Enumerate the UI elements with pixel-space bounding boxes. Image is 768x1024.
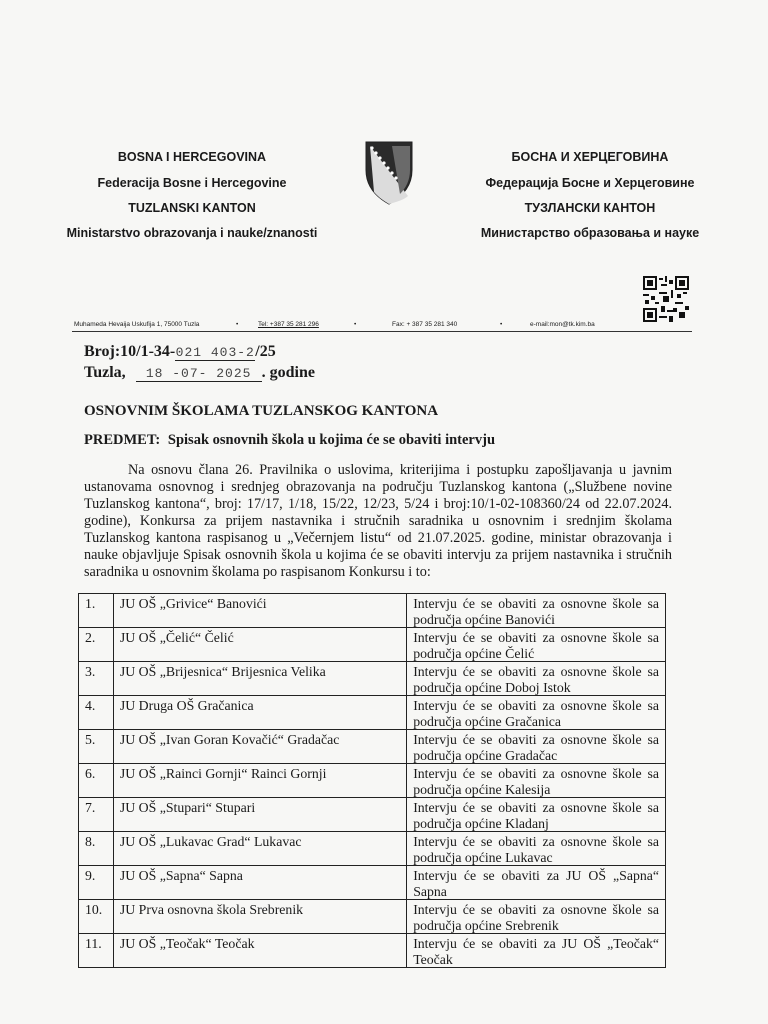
fax-text: Fax: + 387 35 281 340 (392, 321, 458, 328)
broj-suffix: /25 (255, 343, 276, 360)
row-number: 7. (79, 798, 114, 832)
recipient: OSNOVNIM ŠKOLAMA TUZLANSKOG KANTONA (84, 403, 439, 419)
header-right-line4: Министарство образовања и науке (480, 226, 700, 240)
table-row (79, 764, 666, 798)
row-number: 3. (79, 662, 114, 696)
email-text: e-mail:mon@tk.kim.ba (530, 321, 595, 328)
row-number: 4. (79, 696, 114, 730)
school-name: JU OŠ „Lukavac Grad“ Lukavac (113, 832, 406, 866)
row-number: 2. (79, 628, 114, 662)
school-name: JU OŠ „Stupari“ Stupari (113, 798, 406, 832)
separator-dot: • (500, 321, 503, 328)
school-name: JU Druga OŠ Gračanica (113, 696, 406, 730)
interview-note: Intervju će se obaviti za osnovne škole sa područja općine Doboj Istok (407, 662, 666, 696)
subject-label: PREDMET: (84, 432, 161, 448)
table-row (79, 730, 666, 764)
table-row (79, 832, 666, 866)
interview-note: Intervju će se obaviti za JU OŠ „Teočak“ Teočak (407, 934, 666, 968)
table-row (79, 696, 666, 730)
row-number: 11. (79, 934, 114, 968)
interview-note: Intervju će se obaviti za osnovne škole sa područja općine Srebrenik (407, 900, 666, 934)
interview-note: Intervju će se obaviti za JU OŠ „Sapna“ Sapna (407, 866, 666, 900)
interview-note: Intervju će se obaviti za osnovne škole sa područja općine Gradačac (407, 730, 666, 764)
table-row (79, 662, 666, 696)
row-number: 10. (79, 900, 114, 934)
row-number: 1. (79, 594, 114, 628)
school-name: JU Prva osnovna škola Srebrenik (113, 900, 406, 934)
header-right-line3: ТУЗЛАНСКИ КАНТОН (524, 201, 656, 215)
header-left-line4: Ministarstvo obrazovanja i nauke/znanosti (66, 226, 318, 240)
row-number: 8. (79, 832, 114, 866)
interview-note: Intervju će se obaviti za osnovne škole sa područja općine Čelić (407, 628, 666, 662)
date-stamp: 18 -07- 2025 (136, 366, 262, 382)
header-left-line1: BOSNA I HERCEGOVINA (117, 150, 267, 164)
school-name: JU OŠ „Sapna“ Sapna (113, 866, 406, 900)
tuzla-label: Tuzla, (84, 364, 126, 381)
school-name: JU OŠ „Teočak“ Teočak (113, 934, 406, 968)
header-right-line1: БОСНА И ХЕРЦЕГОВИНА (511, 150, 669, 164)
qr-code-icon (643, 276, 689, 322)
telephone-text: Tel: +387 35 281 296 (258, 321, 319, 328)
interview-note: Intervju će se obaviti za osnovne škole sa područja općine Banovići (407, 594, 666, 628)
table-row (79, 628, 666, 662)
subject-text: Spisak osnovnih škola u kojima će se obaviti intervju (167, 432, 496, 448)
date-line (84, 364, 315, 382)
subject-line (84, 432, 495, 449)
row-number: 6. (79, 764, 114, 798)
school-name: JU OŠ „Čelić“ Čelić (113, 628, 406, 662)
separator-dot: • (354, 321, 357, 328)
broj-handwritten: 021 403-2 (175, 345, 255, 360)
school-schedule-table (78, 593, 666, 968)
school-name: JU OŠ „Ivan Goran Kovačić“ Gradačac (113, 730, 406, 764)
school-name: JU OŠ „Grivice“ Banovići (113, 594, 406, 628)
table-row (79, 594, 666, 628)
godine-label: . godine (261, 364, 315, 381)
interview-note: Intervju će se obaviti za osnovne škole sa područja općine Gračanica (407, 696, 666, 730)
table-row (79, 900, 666, 934)
header-left-line2: Federacija Bosne i Hercegovine (97, 176, 287, 190)
row-number: 9. (79, 866, 114, 900)
table-row (79, 866, 666, 900)
header-right-line2: Федерација Босне и Херцеговине (485, 176, 695, 190)
header-divider (72, 331, 692, 332)
table-row (79, 798, 666, 832)
body-paragraph: Na osnovu člana 26. Pravilnika o uslovima, kriterijima i postupku zapošljavanja u javnim ustanovama osnovnog i srednjeg obrazovanja na području Tuzlanskog kantona („Službene novine Tuzlanskog kantona“, broj: 17/17, 1/18, 15/22, 12/23, 5/24 i broj:10/1-02-108360/24 od 22.07.2024. godine), Konkursa za prijem nastavnika i stručnih saradnika u osnovnim i srednjim školama Tuzlanskog kantona raspisanog u „Večernjem listu“ od 21.07.2025. godine, ministar obrazovanja i nauke objavljuje Spisak osnovnih škola u kojima će se obaviti intervju za prijem nastavnika i stručnih saradnika u osnovnim školama po raspisanom Konkursu i to: (84, 462, 672, 580)
coat-of-arms-icon (364, 140, 414, 206)
interview-note: Intervju će se obaviti za osnovne škole sa područja općine Kladanj (407, 798, 666, 832)
header-left-line3: TUZLANSKI KANTON (128, 201, 256, 215)
separator-dot: • (236, 321, 239, 328)
address-text: Muhameda Hevaija Uskufija 1, 75000 Tuzla (74, 321, 200, 328)
broj-prefix: Broj:10/1-34- (84, 343, 176, 360)
reference-number (84, 343, 276, 361)
interview-note: Intervju će se obaviti za osnovne škole sa područja općine Kalesija (407, 764, 666, 798)
school-name: JU OŠ „Rainci Gornji“ Rainci Gornji (113, 764, 406, 798)
table-row (79, 934, 666, 968)
row-number: 5. (79, 730, 114, 764)
interview-note: Intervju će se obaviti za osnovne škole sa područja općine Lukavac (407, 832, 666, 866)
school-name: JU OŠ „Brijesnica“ Brijesnica Velika (113, 662, 406, 696)
